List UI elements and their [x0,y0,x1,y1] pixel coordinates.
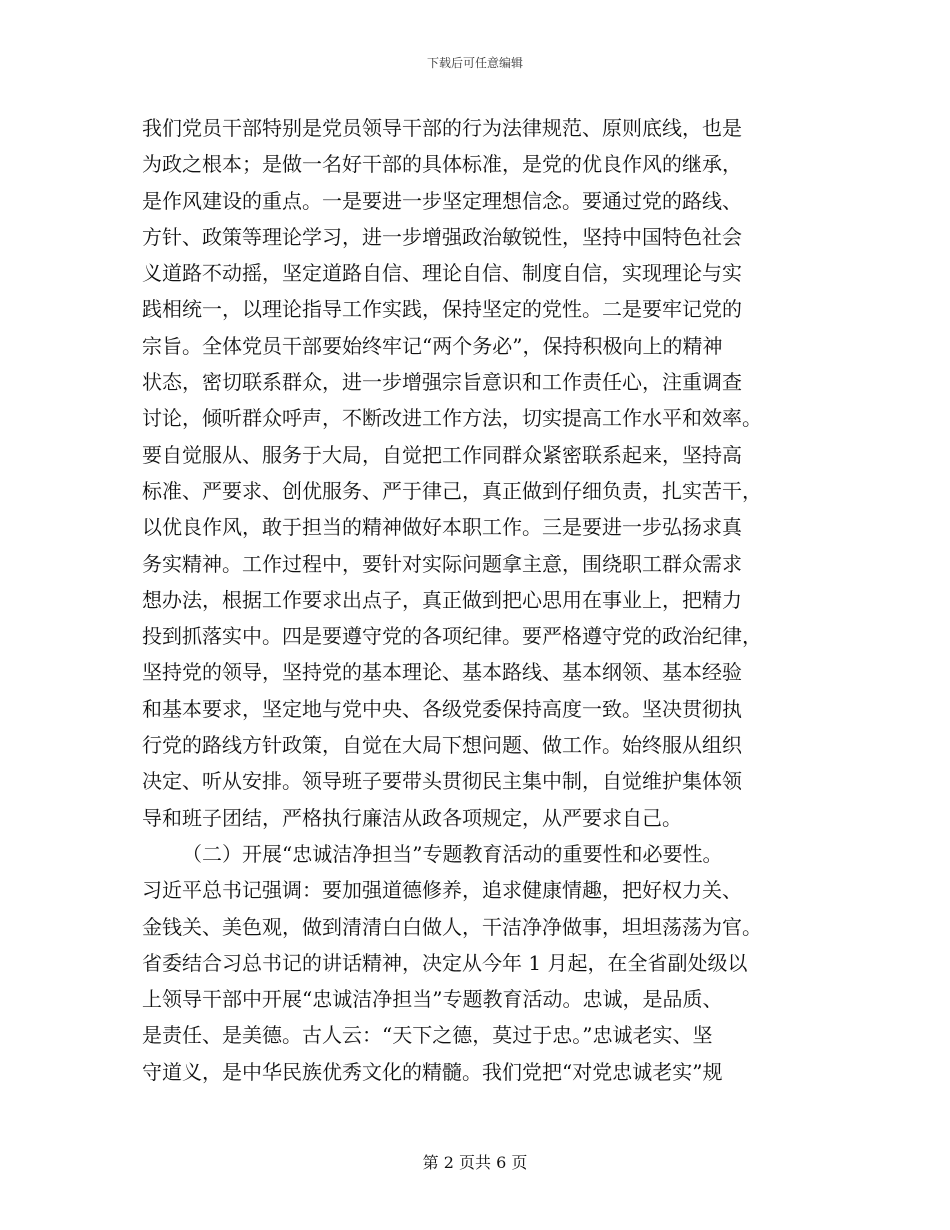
document-body [142,110,822,1090]
text-line: 想办法，根据工作要求出点子，真正做到把心思用在事业上，把精力 [142,587,742,612]
text-line: 义道路不动摇，坚定道路自信、理论自信、制度自信，实现理论与实 [142,261,742,286]
text-line: 是作风建设的重点。一是要进一步坚定理想信念。要通过党的路线、 [142,188,742,213]
text-line: 务实精神。工作过程中，要针对实际问题拿主意，围绕职工群众需求 [142,551,742,576]
page-header-note: 下载后可任意编辑 [426,56,523,70]
text-line: 方针、政策等理论学习，进一步增强政治敏锐性，坚持中国特色社会 [142,224,742,249]
text-line: 践相统一，以理论指导工作实践，保持坚定的党性。二是要牢记党的 [142,297,742,322]
text-line: 习近平总书记强调：要加强道德修养，追求健康情趣，把好权力关、 [142,878,742,903]
text-line: 状态，密切联系群众，进一步增强宗旨意识和工作责任心，注重调查 [142,370,742,395]
text-line: 坚持党的领导，坚持党的基本理论、基本路线、基本纲领、基本经验 [142,660,742,685]
text-line: 是责任、是美德。古人云：“天下之德，莫过于忠。”忠诚老实、坚 [142,1023,713,1048]
text-line: 标准、严要求、创优服务、严于律己，真正做到仔细负责，扎实苦干， [142,478,762,503]
text-line: 导和班子团结，严格执行廉洁从政各项规定，从严要求自己。 [142,805,682,830]
text-line: 投到抓落实中。四是要遵守党的各项纪律。要严格遵守党的政治纪律， [142,624,762,649]
text-line: 决定、听从安排。领导班子要带头贯彻民主集中制，自觉维护集体领 [142,769,742,794]
text-line: 行党的路线方针政策，自觉在大局下想问题、做工作。始终服从组织 [142,733,742,758]
text-line: 上领导干部中开展“忠诚洁净担当”专题教育活动。忠诚，是品质、 [142,987,723,1012]
text-line: 宗旨。全体党员干部要始终牢记“两个务必”，保持积极向上的精神 [142,333,723,358]
text-line: 守道义，是中华民族优秀文化的精髓。我们党把“对党忠诚老实”规 [142,1059,723,1084]
text-line: 讨论，倾听群众呼声，不断改进工作方法，切实提高工作水平和效率。 [142,406,762,431]
page-number: 第 2 页共 6 页 [422,1153,528,1172]
text-line: 以优良作风，敢于担当的精神做好本职工作。三是要进一步弘扬求真 [142,515,742,540]
text-line: 为政之根本；是做一名好干部的具体标准，是党的优良作风的继承， [142,152,742,177]
text-line: 省委结合习总书记的讲话精神，决定从今年 1 月起，在全省副处级以 [142,950,748,975]
text-line: 金钱关、美色观，做到清清白白做人，干洁净净做事，坦坦荡荡为官。 [142,914,762,939]
section-heading: （二）开展“忠诚洁净担当”专题教育活动的重要性和必要性。 [182,841,723,866]
text-line: 和基本要求，坚定地与党中央、各级党委保持高度一致。坚决贯彻执 [142,696,742,721]
text-line: 要自觉服从、服务于大局，自觉把工作同群众紧密联系起来，坚持高 [142,442,742,467]
text-line: 我们党员干部特别是党员领导干部的行为法律规范、原则底线，也是 [142,116,742,140]
